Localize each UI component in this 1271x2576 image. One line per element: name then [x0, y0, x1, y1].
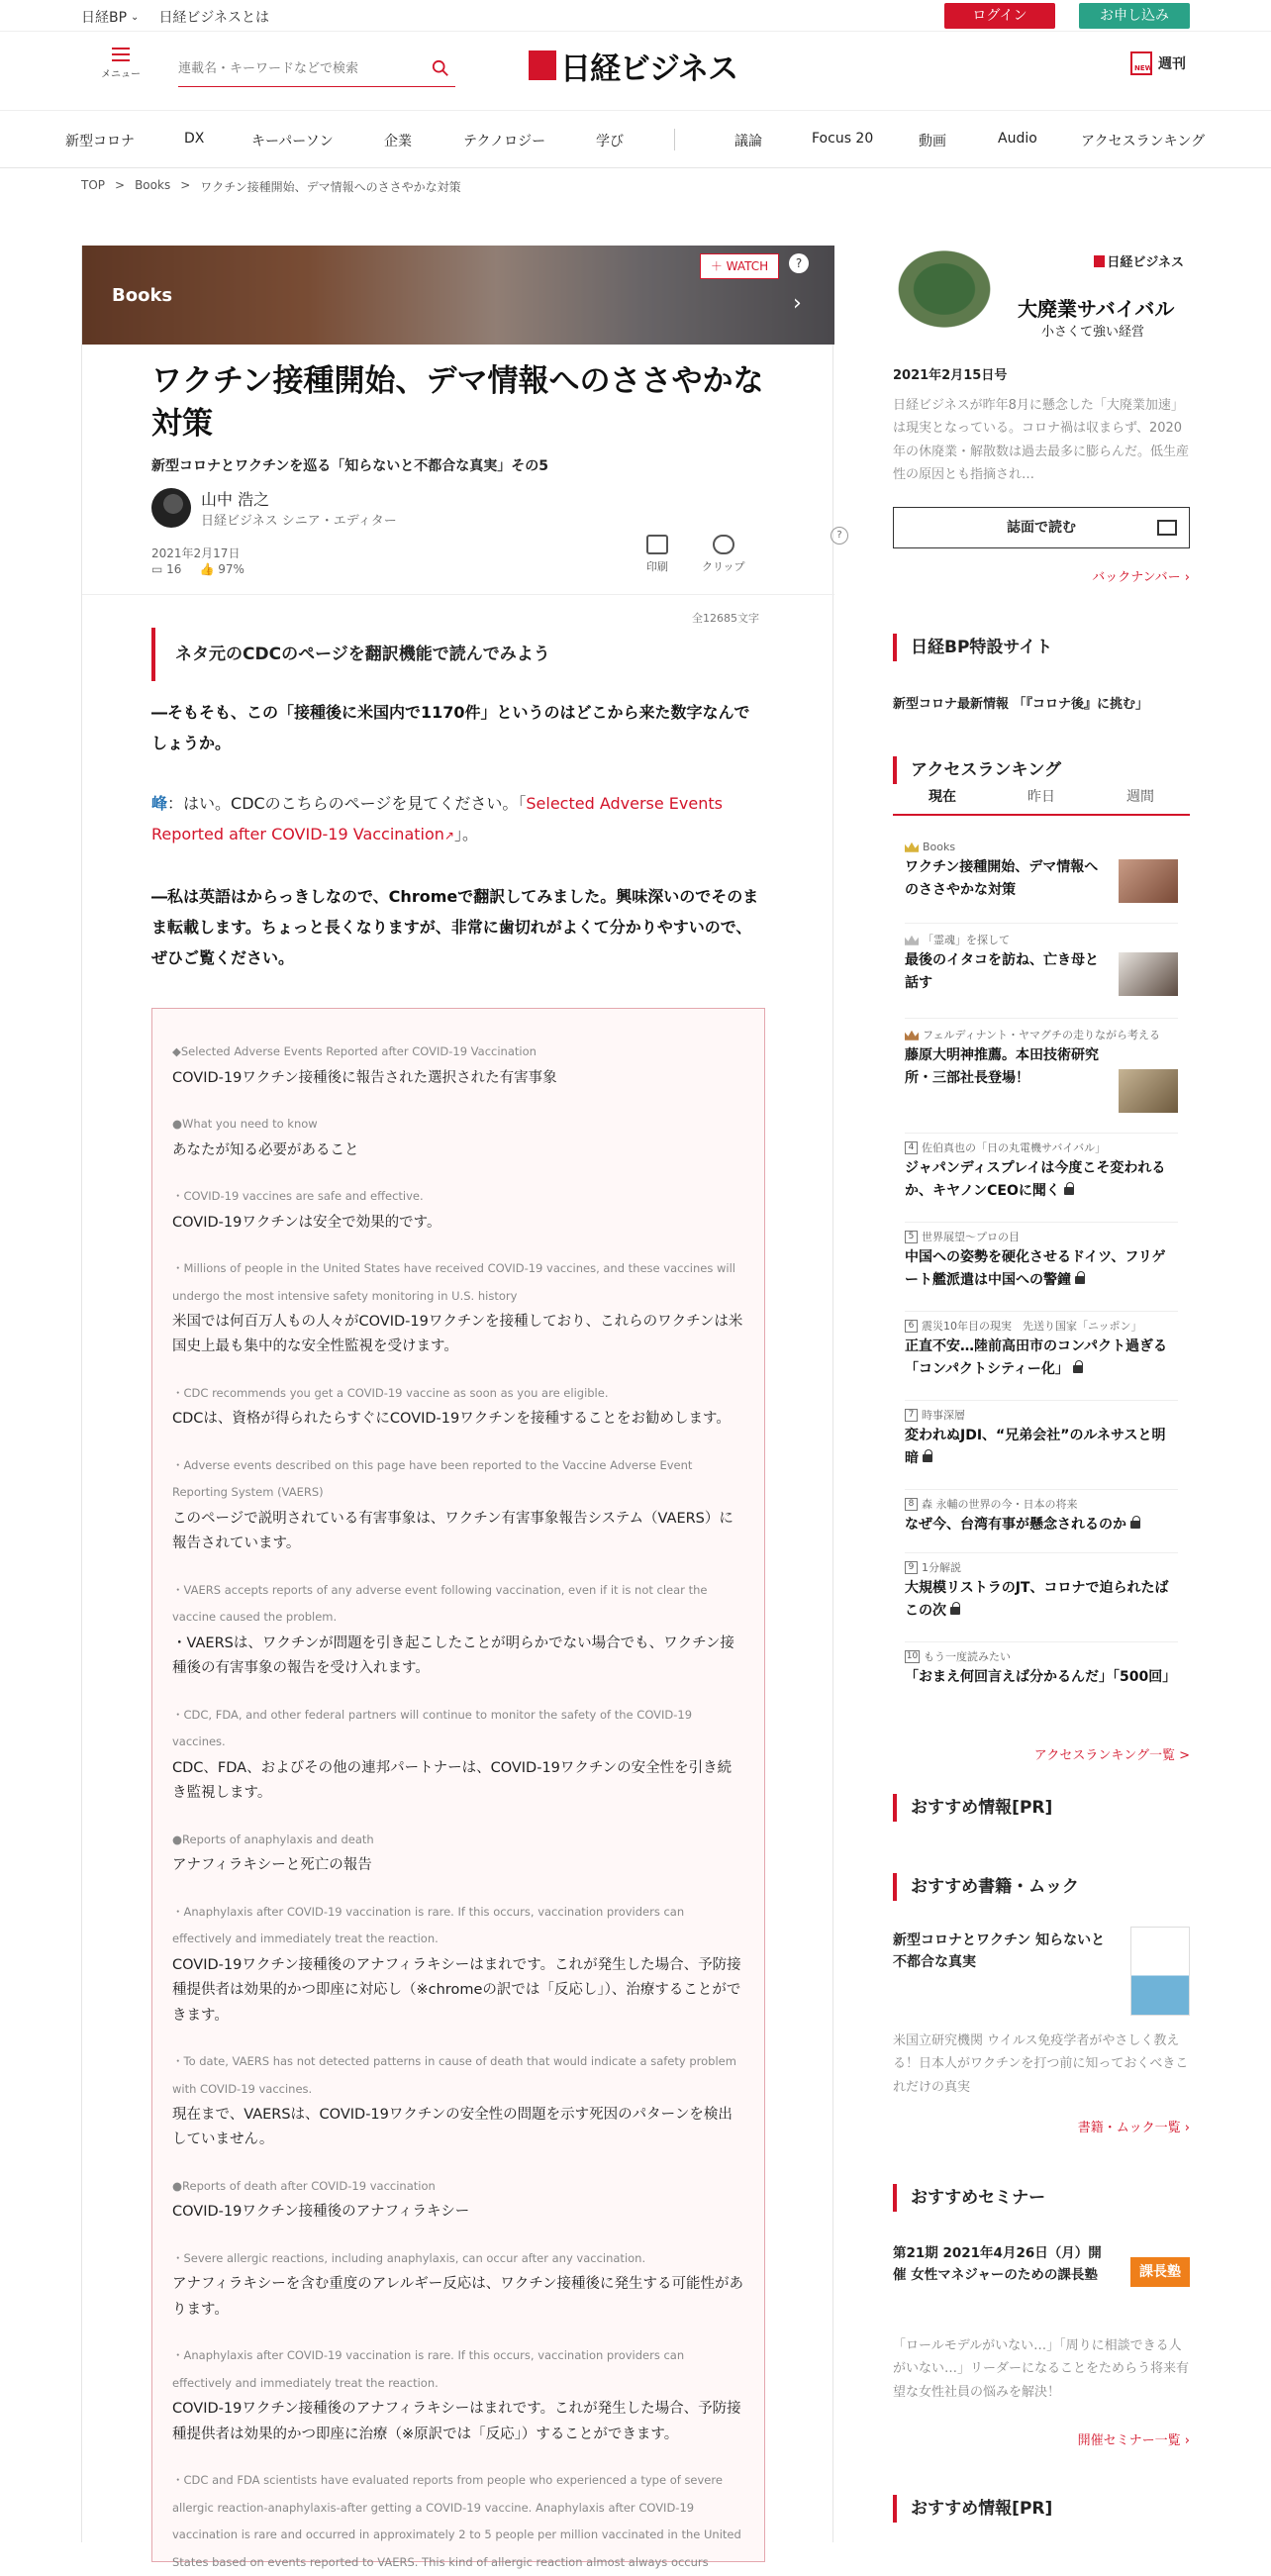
divider — [905, 1400, 1178, 1401]
bronze-crown-icon — [905, 1031, 919, 1040]
quote-en: ・VAERS accepts reports of any adverse event following vaccination, even if it is not clear the vaccine caused the problem. — [172, 1582, 708, 1625]
chevron-right-icon: › — [1184, 2121, 1190, 2135]
quote-block — [172, 1380, 744, 1433]
paperclip-icon — [713, 535, 734, 554]
char-count: 全12685文字 — [692, 612, 759, 625]
quote-ja: COVID-19ワクチンは安全で効果的です。 — [172, 1214, 441, 1231]
print-button[interactable] — [646, 535, 668, 574]
quote-block — [172, 1183, 744, 1236]
rank-number: 9 — [905, 1561, 918, 1574]
divider — [905, 923, 1178, 924]
quote-block — [172, 1577, 744, 1682]
nav-item-ranking[interactable]: アクセスランキング — [1081, 134, 1206, 149]
about-link[interactable]: 日経ビジネスとは — [158, 10, 270, 26]
nav-divider — [674, 129, 675, 150]
seminar-more-label: 開催セミナー一覧 — [1077, 2433, 1181, 2448]
like-rate[interactable] — [199, 562, 244, 576]
quote-ja: アナフィラキシーを含む重度のアレルギー反応は、ワクチン接種後に発生する可能性があります。 — [172, 2276, 744, 2318]
quote-en: ・COVID-19 vaccines are safe and effective. — [172, 1188, 424, 1203]
lock-icon — [1130, 1521, 1140, 1529]
divider — [905, 1018, 1178, 1019]
utility-links — [81, 7, 269, 27]
lock-icon — [1073, 1365, 1083, 1373]
silver-crown-icon — [905, 936, 919, 945]
ranking-section: もう一度読みたい — [924, 1650, 1011, 1663]
backnumber-label: バックナンバー — [1092, 570, 1181, 585]
chevron-down-icon: ⌄ — [131, 11, 140, 23]
pr-heading-2: おすすめ情報[PR] — [893, 2495, 1190, 2523]
search-input[interactable] — [178, 51, 416, 85]
subscribe-button[interactable]: お申し込み — [1079, 3, 1190, 29]
gold-crown-icon — [905, 842, 919, 852]
quote-block — [172, 2173, 744, 2226]
chevron-right-icon: › — [793, 291, 802, 316]
quote-en: ・CDC recommends you get a COVID-19 vaccine as soon as you are eligible. — [172, 1385, 609, 1400]
quote-en: ◆Selected Adverse Events Reported after COVID-19 Vaccination — [172, 1044, 537, 1058]
quote-block — [172, 1827, 744, 1879]
nav-item-company[interactable]: 企業 — [384, 134, 412, 149]
read-magazine-button[interactable] — [893, 507, 1190, 548]
chevron-right-icon: › — [1184, 570, 1190, 585]
quote-block — [172, 1111, 744, 1163]
ranking-section: Books — [923, 841, 956, 853]
quote-ja: このページで説明されている有害事象は、ワクチン有害事象報告システム（VAERS）に報告されています。 — [172, 1511, 733, 1552]
ranking-thumbnail — [1119, 859, 1178, 903]
clip-button[interactable] — [702, 535, 745, 574]
nav-item-keyperson[interactable]: キーパーソン — [251, 134, 334, 149]
quote-block — [172, 2048, 744, 2153]
quote-en: ・Anaphylaxis after COVID-19 vaccination is rare. If this occurs, vaccination providers can effectively and immediately treat the reaction. — [172, 1904, 685, 1946]
article-tools — [646, 530, 842, 574]
quote-block — [172, 1899, 744, 2029]
pr-heading: おすすめ情報[PR] — [893, 1794, 1190, 1822]
ranking-section: 時事深層 — [922, 1409, 965, 1422]
article-subtitle: 新型コロナとワクチンを巡る「知らないと不都合な真実」その5 — [151, 458, 549, 474]
book-cover[interactable] — [1130, 1927, 1190, 2016]
ranking-tabs — [893, 786, 1190, 816]
quote-en: ●Reports of anaphylaxis and death — [172, 1832, 374, 1846]
lock-icon — [1064, 1187, 1074, 1195]
ranking-item-2[interactable] — [905, 933, 1178, 994]
seminar-badge[interactable]: 課長塾 — [1130, 2257, 1190, 2287]
seminar-description: 「ロールモデルがいない…」「周りに相談できる人がいない…」リーダーになることをためらう将来有望な女性社員の悩みを解決！ — [893, 2338, 1190, 2400]
answer-end: 」。 — [453, 825, 478, 844]
nav-item-focus20[interactable]: Focus 20 — [812, 131, 874, 147]
read-magazine-label: 誌面で読む — [1007, 520, 1076, 536]
backnumber-link[interactable] — [1092, 566, 1190, 585]
comment-count[interactable] — [151, 562, 181, 576]
speaker-name: 峰 — [151, 794, 168, 813]
article-title: ワクチン接種開始、デマ情報へのささやかな対策 — [151, 363, 764, 442]
quote-ja: 現在まで、VAERSは、COVID-19ワクチンの安全性の問題を示す死因のパターンを検出していません。 — [172, 2107, 733, 2148]
cover-illustration — [897, 249, 1016, 348]
article — [81, 246, 842, 2569]
nav-item-corona[interactable]: 新型コロナ — [65, 134, 135, 149]
ranking-item-1[interactable] — [905, 840, 1178, 901]
nav-item-video[interactable]: 動画 — [919, 134, 946, 149]
ranking-item-10[interactable] — [905, 1649, 1178, 1689]
help-icon[interactable]: ? — [789, 253, 809, 273]
quote-block — [172, 2342, 744, 2447]
site-header — [0, 32, 1271, 111]
nikkeibp-label: 日経BP — [81, 10, 128, 26]
rank-number: 8 — [905, 1498, 918, 1511]
divider — [82, 594, 834, 595]
ranking-section: 震災10年目の現実 先送り国家「ニッポン」 — [922, 1320, 1142, 1333]
cover-subheadline: 小さくて強い経営 — [1041, 325, 1145, 340]
divider — [905, 1552, 1178, 1553]
ranking-title: 最後のイタコを訪ね、亡き母と話す — [905, 952, 1099, 991]
nav-item-learning[interactable]: 学び — [596, 134, 624, 149]
ranking-section: 「霊魂」を探して — [923, 934, 1010, 946]
category-label: Books — [112, 285, 173, 306]
nav-item-technology[interactable]: テクノロジー — [463, 134, 546, 149]
quote-ja: COVID-19ワクチン接種後のアナフィラキシー — [172, 2204, 470, 2221]
answer-paragraph — [151, 788, 765, 849]
seminar-title-link[interactable]: 第21期 2021年4月26日（月）開催 女性マネジャーのための課長塾 — [893, 2245, 1102, 2283]
ranking-section: 世界展望～プロの目 — [922, 1231, 1020, 1243]
ranking-title: 正直不安…陸前高田市のコンパクト過ぎる「コンパクトシティー化」 — [905, 1338, 1168, 1377]
logo-mark-icon — [529, 50, 556, 80]
logo-text: 日経ビジネス — [560, 50, 738, 87]
print-label: 印刷 — [646, 560, 668, 573]
quote-en: ・To date, VAERS has not detected patterns in cause of death that would indicate a safety problem with COVID-19 vaccines. — [172, 2053, 736, 2096]
author-block[interactable] — [151, 487, 397, 529]
cover-headline: 大廃業サバイバル — [1018, 297, 1175, 321]
special-site-heading: 日経BP特設サイト — [893, 634, 1190, 661]
login-button[interactable]: ログイン — [944, 3, 1055, 29]
publish-date: 2021年2月17日 — [151, 546, 241, 560]
quote-ja: 米国では何百万人もの人々がCOVID-19ワクチンを接種しており、これらのワクチンは米国史上最も集中的な安全性監視を受けます。 — [172, 1314, 743, 1355]
ranking-title: 大規模リストラのJT、コロナで迫られたばこの次 — [905, 1580, 1169, 1619]
breadcrumb-separator: > — [115, 178, 126, 192]
quote-ja: アナフィラキシーと死亡の報告 — [172, 1857, 372, 1874]
ranking-thumbnail — [1119, 952, 1178, 996]
ranking-section: フェルディナント・ヤマグチの走りながら考える — [923, 1029, 1161, 1041]
watch-button[interactable] — [700, 253, 779, 279]
quote-en: ・Severe allergic reactions, including anaphylaxis, can occur after any vaccination. — [172, 2250, 646, 2265]
quote-ja: ・VAERSは、ワクチンが問題を引き起こしたことが明らかでない場合でも、ワクチン接種後の有害事象の報告を受け入れます。 — [172, 1635, 734, 1677]
main-nav — [0, 111, 1271, 168]
issue-description: 日経ビジネスが昨年8月に懸念した「大廃業加速」は現実となっている。コロナ禍は収まらず、2020年の休廃業・解散数は過去最多に膨らんだ。低生産性の原因とも指摘され… — [893, 398, 1190, 483]
lock-icon — [923, 1454, 932, 1462]
rank-number: 6 — [905, 1320, 918, 1333]
nav-item-debate[interactable]: 議論 — [734, 134, 762, 149]
breadcrumb-separator: > — [180, 178, 191, 192]
breadcrumb — [81, 178, 461, 195]
magazine-icon — [1130, 51, 1152, 75]
divider — [905, 1641, 1178, 1642]
ranking-title: ワクチン接種開始、デマ情報へのささやかな対策 — [905, 859, 1099, 898]
ranking-item-6[interactable] — [905, 1319, 1178, 1380]
like-rate-value: 97% — [218, 562, 244, 576]
interviewer-question: ―私は英語はからっきしなので、Chromeで翻訳してみました。興味深いのでそのまま転載します。ちょっと長くなりますが、非常に歯切れがよくて分かりやすいので、ぜひご覧ください。 — [151, 887, 759, 968]
article-stats — [151, 562, 244, 576]
tab-yesterday[interactable]: 昨日 — [1027, 789, 1055, 805]
ranking-section: 佐伯真也の「日の丸電機サバイバル」 — [922, 1141, 1107, 1154]
menu-label: メニュー — [101, 69, 141, 80]
quote-ja: CDCは、資格が得られたらすぐにCOVID-19ワクチンを接種することをお勧めします。 — [172, 1411, 731, 1428]
rank-number: 10 — [906, 1651, 919, 1662]
ranking-heading: アクセスランキング — [893, 756, 1190, 784]
rank-number: 7 — [905, 1409, 918, 1422]
nav-item-audio[interactable]: Audio — [998, 131, 1037, 147]
quote-en: ・Millions of people in the United States have received COVID-19 vaccines, and these vaccines will undergo the most intensive safety monitoring in U.S. history — [172, 1260, 735, 1303]
ranking-more-link[interactable]: アクセスランキング一覧 > — [1033, 1748, 1190, 1763]
author-name: 山中 浩之 — [201, 490, 270, 509]
seminar-heading: おすすめセミナー — [893, 2184, 1190, 2212]
quote-en: ・CDC, FDA, and other federal partners will continue to monitor the safety of the COVID-19 vaccines. — [172, 1707, 693, 1749]
quote-block — [172, 1039, 744, 1091]
special-site-link[interactable]: 新型コロナ最新情報 「『コロナ後』に挑む」 — [893, 697, 1149, 712]
breadcrumb-books[interactable]: Books — [135, 178, 171, 192]
external-link-icon: ↗ — [443, 829, 454, 843]
book-description: 米国立研究機関 ウイルス免疫学者がやさしく教える！日本人がワクチンを打つ前に知っておくべきこれだけの真実 — [893, 2033, 1189, 2095]
rank-number: 5 — [905, 1231, 918, 1243]
search-box — [178, 51, 455, 87]
search-icon[interactable] — [432, 59, 449, 77]
book-title-link[interactable]: 新型コロナとワクチン 知らないと不都合な真実 — [893, 1932, 1106, 1970]
printer-icon — [646, 535, 668, 554]
seminar-more-link[interactable] — [1078, 2429, 1190, 2448]
magazine-cover[interactable] — [893, 246, 1190, 354]
tab-weekly[interactable]: 週間 — [1126, 789, 1154, 805]
ranking-item-3[interactable] — [905, 1028, 1178, 1089]
quote-en: ・Anaphylaxis after COVID-19 vaccination is rare. If this occurs, vaccination providers can effectively and immediately treat the reaction. — [172, 2348, 685, 2390]
quote-ja: COVID-19ワクチン接種後のアナフィラキシーはまれです。これが発生した場合、予防接種提供者は効果的かつ即座に治療（※原訳では「反応」）することができます。 — [172, 2401, 741, 2442]
ranking-item-9[interactable] — [905, 1560, 1178, 1622]
ranking-thumbnail — [1119, 1069, 1178, 1113]
quote-ja: あなたが知る必要があること — [172, 1141, 359, 1158]
quote-en: ・CDC and FDA scientists have evaluated reports from people who experienced a type of severe allergic reaction-anaphylaxis-after getting a COVID-19 vaccine. Anaphylaxis after COVID-19 vaccination is rare and occurred in approximately 2 to 5 people per million vaccinated in the United States based on events reported to VAERS. This kind of allergic reaction almost always occurs — [172, 2473, 741, 2569]
comment-icon: ▭ — [151, 562, 163, 576]
rank-number: 4 — [905, 1141, 918, 1154]
divider — [905, 1222, 1178, 1223]
quote-block — [172, 1452, 744, 1557]
ranking-title: ジャパンディスプレイは今度こそ変われるか、キヤノンCEOに聞く — [905, 1160, 1166, 1199]
clip-label: クリップ — [702, 560, 745, 573]
site-logo[interactable] — [529, 48, 738, 87]
ranking-section: 森 永輔の世界の今・日本の将来 — [922, 1498, 1078, 1511]
quote-block — [172, 1702, 744, 1807]
books-heading: おすすめ書籍・ムック — [893, 1873, 1190, 1901]
quote-en: ・Adverse events described on this page have been reported to the Vaccine Adverse Event Reporting System (VAERS) — [172, 1457, 693, 1500]
interviewer-question: ―そもそも、この「接種後に米国内で1170件」というのはどこから来た数字なんでしょうか。 — [151, 703, 750, 753]
avatar — [151, 488, 191, 528]
ranking-section: 1分解説 — [922, 1561, 961, 1574]
ranking-item-8[interactable] — [905, 1497, 1178, 1536]
ranking-title: 「おまえ何回言えば分かるんだ」「500回」 — [905, 1669, 1177, 1686]
ranking-title: 藤原大明神推薦。本田技術研究所・三部社長登場！ — [905, 1047, 1099, 1086]
ranking-title: なぜ今、台湾有事が懸念されるのか — [905, 1517, 1126, 1534]
weekly-label: 週刊 — [1158, 56, 1186, 72]
quote-block — [172, 1255, 744, 1360]
book-open-icon — [1157, 520, 1177, 536]
breadcrumb-top[interactable]: TOP — [81, 178, 106, 192]
quoted-translation — [151, 1008, 765, 2569]
lock-icon — [1075, 1276, 1085, 1284]
ranking-item-5[interactable] — [905, 1230, 1178, 1291]
author-role: 日経ビジネス シニア・エディター — [201, 514, 397, 529]
nav-item-dx[interactable]: DX — [184, 131, 205, 147]
ranking-item-7[interactable] — [905, 1408, 1178, 1469]
new-badge: NEW — [1134, 64, 1153, 72]
magazine-logo: 日経ビジネス — [1094, 251, 1184, 270]
menu-button[interactable] — [99, 48, 143, 80]
issue-date: 2021年2月15日号 — [893, 368, 1008, 383]
divider — [905, 1133, 1178, 1134]
quote-en: ●What you need to know — [172, 1116, 318, 1131]
quote-ja: COVID-19ワクチン接種後に報告された選択された有害事象 — [172, 1069, 557, 1086]
utility-bar — [0, 0, 1271, 32]
category-banner[interactable] — [82, 246, 834, 345]
quote-ja: CDC、FDA、およびその他の連邦パートナーは、COVID-19ワクチンの安全性を引き続き監視します。 — [172, 1759, 733, 1802]
divider — [905, 1311, 1178, 1312]
comment-count-value: 16 — [166, 562, 182, 576]
plus-icon: ＋ — [710, 259, 723, 273]
lock-icon — [950, 1607, 960, 1615]
quote-block — [172, 2245, 744, 2323]
chevron-right-icon: › — [1184, 2433, 1190, 2448]
weekly-magazine-link[interactable] — [1130, 51, 1186, 75]
section-heading: ネタ元のCDCのページを翻訳機能で読んでみよう — [151, 628, 765, 681]
quote-en: ●Reports of death after COVID-19 vaccination — [172, 2178, 436, 2193]
answer-text: ：はい。CDCのこちらのページを見てください。「 — [167, 794, 527, 813]
books-more-label: 書籍・ムック一覧 — [1077, 2121, 1181, 2135]
nikkeibp-link[interactable] — [81, 7, 139, 27]
quote-block — [172, 2467, 744, 2576]
ranking-title: 中国への姿勢を硬化させるドイツ、フリゲート艦派遣は中国への警鐘 — [905, 1249, 1166, 1288]
watch-label: WATCH — [726, 259, 769, 273]
thumbs-up-icon: 👍 — [199, 562, 215, 576]
tab-now[interactable]: 現在 — [929, 789, 956, 805]
hamburger-icon — [112, 48, 130, 61]
cdc-link-text: Selected Adverse Events Reported after COVID-19 Vaccination — [151, 794, 723, 844]
clip-help-icon[interactable]: ? — [831, 527, 848, 545]
books-more-link[interactable] — [1078, 2117, 1190, 2135]
breadcrumb-current: ワクチン接種開始、デマ情報へのささやかな対策 — [200, 180, 461, 194]
ranking-title: 変われぬJDI、“兄弟会社”のルネサスと明暗 — [905, 1428, 1166, 1466]
ranking-item-4[interactable] — [905, 1140, 1178, 1202]
quote-ja: COVID-19ワクチン接種後のアナフィラキシーはまれです。これが発生した場合、予防接種提供者は効果的かつ即座に対応し（※chromeの訳では「反応し」）、治療することができます。 — [172, 1956, 741, 2024]
divider — [905, 1489, 1178, 1490]
